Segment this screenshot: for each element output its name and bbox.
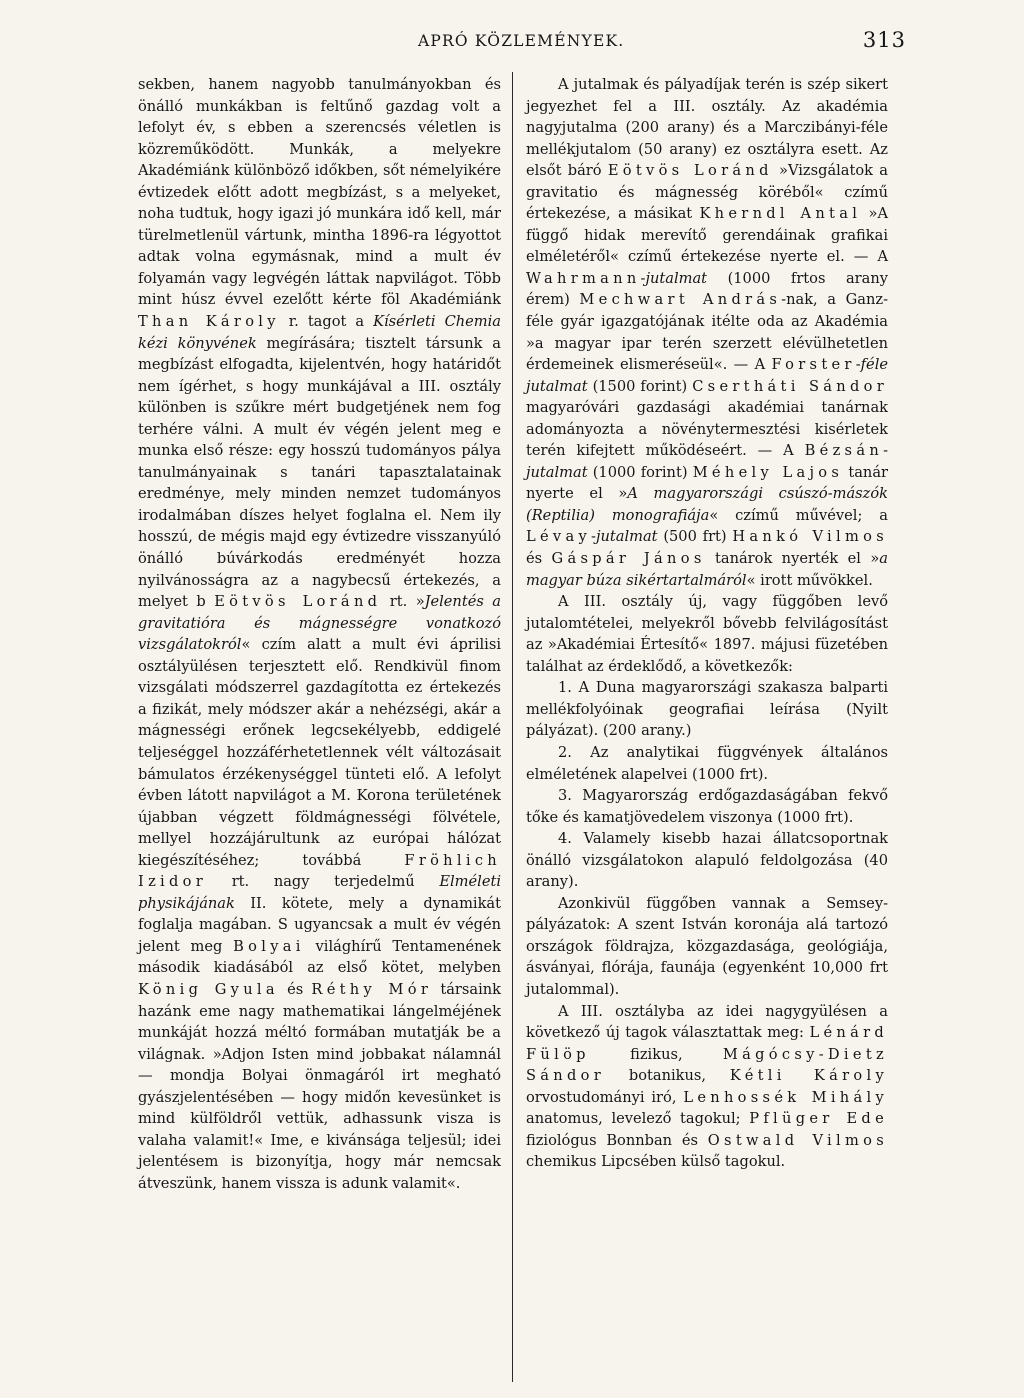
text-run: magyaróvári gazdasági akadémiai tanárnak adományozta a növénytermesztési kisérletek terén kifejtett működéseért. — A (526, 399, 888, 460)
text-run: -nak, a Ganz-féle gyár igazgatójának itélte oda az Akadémia »a magyar ipar terén szerzett elévülhetetlen érdemeinek elismeréseül«. — A (526, 291, 889, 374)
italic-title: jutalmat (526, 463, 588, 481)
spaced-name: Méhely Lajos (692, 463, 844, 481)
spaced-name: Eötvös Loránd (607, 162, 773, 180)
paragraph (526, 785, 888, 828)
spaced-name: König Gyula (138, 980, 279, 998)
italic-title: Elméleti physikájának (138, 873, 501, 912)
italic-title: a magyar búza sikértartalmáról (526, 550, 888, 589)
italic-title: féle jutalmat (526, 356, 888, 395)
paragraph (526, 893, 888, 1001)
paragraph (526, 742, 888, 785)
spaced-name: Hankó Vilmos (732, 528, 888, 546)
spaced-name: Mágócsy-Dietz Sándor (526, 1045, 888, 1085)
text-run: rt. » (381, 593, 425, 611)
spaced-name: Lenhossék Mihály (683, 1088, 889, 1106)
text-run: és (526, 550, 552, 568)
text-run: orvostudományi iró, (526, 1088, 684, 1106)
text-run: - (855, 356, 861, 374)
text-run: (500 frt) (657, 528, 733, 546)
spaced-name: Bézsán (804, 442, 884, 460)
spaced-name: Forster (771, 356, 856, 374)
spaced-name: Gáspár János (551, 550, 706, 568)
text-run: sekben, hanem nagyobb tanulmányokban és önálló munkákban is feltűnő gazdag volt a lefolyt év, s ebben a szerencsés véletlen is közreműködött. Munkák, a melyekre Akadémiánk különböző időkben, sőt némelyikére évtizedek előtt adott megbízást, s a melyeket, noha tudtuk, hogy igazi jó munkára idő kell, már türelmetlenül vártunk, mintha 1896-ra légyottot adtak volna egymásnak, mind a mult év folyamán vagy legvégén láttak napvilágot. Több mint húsz évvel ezelőtt kérte föl Akadémiánk (138, 76, 501, 309)
spaced-name: Kétli Károly (729, 1067, 888, 1085)
text-run: és (278, 980, 312, 998)
text-run: botanikus, (605, 1067, 730, 1085)
page-header (0, 28, 1024, 58)
paragraph (526, 591, 888, 677)
paragraph (526, 828, 888, 893)
spaced-name: Csertháti Sándor (692, 377, 888, 395)
text-run: II. kötete, mely a dynamikát foglalja magában. S ugyancsak a mult év végén jelent meg (138, 894, 501, 955)
spaced-name: Than Károly (138, 313, 280, 331)
italic-title: jutalmat (645, 269, 708, 287)
running-title: APRÓ KÖZLEMÉNYEK. (418, 32, 625, 50)
paragraph (526, 74, 888, 591)
text-run: A jutalmak és pályadíjak terén is szép sikert jegyezhet fel a III. osztály. Az akadémia nagyjutalma (200 arany) és a Marczibányi-féle mellékjutalom (50 arany) ez osztályra esett. Az elsőt báró (526, 76, 888, 180)
paragraph (526, 677, 888, 742)
spaced-name: Pflüger Ede (749, 1110, 889, 1128)
spaced-name: Eötvös Loránd (214, 593, 382, 611)
italic-title: A magyarországi csúszó-mászók (Reptilia) monografiája (526, 485, 888, 524)
paragraph (526, 1001, 888, 1173)
text-run: fiziológus Bonnban és (526, 1131, 708, 1149)
text-run: r. tagot a (279, 313, 374, 331)
text-run: »Vizsgálatok a gravitatio és mágnesség köréből« czímű értekezése, a másikat (526, 162, 888, 223)
text-run: chemikus Lipcsében külső tagokul. (526, 1153, 786, 1171)
text-run: rt. nagy terjedelmű (207, 873, 440, 891)
text-run: - (640, 269, 646, 287)
text-run: (1000 frtos arany érem) (526, 269, 888, 309)
text-run: világhírű Tentamenének második kiadásából az első kötet, melyben (138, 937, 502, 977)
text-run: 4. Valamely kisebb hazai állatcsoportnak önálló vizsgálatokon alapuló feldolgozása (40 arany). (526, 830, 888, 891)
left-column (138, 74, 501, 1194)
paragraph (138, 74, 501, 1194)
spaced-name: Lévay (526, 528, 592, 546)
text-run: (1000 forint) (587, 463, 693, 481)
text-run: A III. osztályba az idei nagygyülésen a következő új tagok választattak meg: (526, 1002, 888, 1042)
text-run: tanár nyerte el » (526, 463, 888, 503)
text-run: - (591, 528, 596, 546)
text-run: 2. Az analytikai függvények általános elméletének alapelvei (1000 frt). (526, 743, 888, 783)
text-run: Azonkivül függőben vannak a Semsey-pályázatok: A szent István koronája alá tartozó országok földrajza, közgazdasága, geológiája, ásványai, flórája, faunája (egyenként 10,000 frt jutalommal). (526, 894, 888, 998)
spaced-name: Wahrmann (526, 269, 641, 287)
italic-title: Jelentés a gravitatióra és mágnességre vonatkozó vizsgálatokról (138, 593, 501, 654)
text-run: »A függő hidak merevítő gerendáinak grafikai elméletéről« czímű értekezése nyerte el. — A (526, 205, 888, 266)
column-divider (512, 72, 513, 1382)
text-run: - (883, 442, 888, 460)
spaced-name: Kherndl Antal (699, 205, 862, 223)
text-run: tanárok nyerték el » (705, 550, 880, 568)
spaced-name: Lénárd Fülöp (526, 1024, 888, 1063)
page-number: 313 (862, 28, 906, 52)
text-run: társaink hazánk eme nagy mathematikai lángelméjének munkáját hozzá méltó formában mutatják be a világnak. »Adjon Isten mind jobbakat nálamnál — mondja Bolyai önmagáról irt megható gyászjelentésében — hogy midőn kevesünket is mind külföldről vettük, adhassunk visza is valaha valamit!« Ime, e kivánsága teljesül; idei jelentésem is bizonyítja, hogy már nemcsak átveszünk, hanem vissza is adunk valamit«. (138, 980, 501, 1192)
right-column (526, 74, 888, 1173)
text-run: fizikus, (589, 1045, 723, 1063)
text-run: « irott művökkel. (746, 571, 873, 589)
text-run: (1500 forint) (587, 377, 693, 395)
italic-title: Kísérleti Chemia kézi könyvének (138, 313, 501, 352)
spaced-name: Fröhlich Izidor (138, 851, 501, 891)
spaced-name: Mechwart András (579, 291, 782, 309)
spaced-name: Bolyai (233, 937, 305, 955)
text-run: megírására; tisztelt társunk a megbízást elfogadta, kijelentvén, hogy határidőt nem ígérhet, s hogy munkájával a III. osztály különben is szűkre mért budgetjének nem fog terhére válni. A mult év végén jelent meg e munka első része: egy hosszú tudományos pálya tanulmányainak s tanári tapasztalatainak eredménye, mely minden nemzet tudományos irodalmában díszes helyet foglalna el. Nem ily hosszú, de mégis majd egy évtizedre visszanyúló önálló búvárkodás eredményét hozza nyilvánosságra az a nagybecsű értekezés, a melyet b (138, 334, 501, 611)
text-run: « czím alatt a mult évi áprilisi osztályülésen terjesztett elő. Rendkivül finom vizsgálati módszerrel gazdagította ez értekezés a fizikát, mely módszer akár a nehézségi, akár a mágnességi erőnek legcsekélyebb, eddigelé teljeséggel hozzáférhetetlennek vélt változásait bámulatos érzékenységgel tünteti elő. A lefolyt évben látott napvilágot a M. Korona területének újabban végzett földmágnességi fölvétele, mellyel hozzájárultunk az európai hálózat kiegészítéséhez; továbbá (138, 636, 501, 869)
spaced-name: Réthy Mór (311, 980, 433, 998)
text-run: « czímű művével; a (709, 506, 888, 524)
text-run: anatomus, levelező tagokul; (526, 1110, 750, 1128)
text-run: A III. osztály új, vagy függőben levő jutalomtételei, melyekről bővebb felvilágosítást az »Akadémiai Értesítő« 1897. májusi füzetében találhat az érdeklődő, a következők: (526, 593, 888, 675)
spaced-name: Ostwald Vilmos (707, 1131, 888, 1149)
text-run: 3. Magyarország erdőgazdaságában fekvő tőke és kamatjövedelem viszonya (1000 frt). (526, 787, 888, 826)
italic-title: jutalmat (595, 528, 658, 546)
text-run: 1. A Duna magyarországi szakasza balparti mellékfolyóinak geografiai leírása (Nyilt pályázat). (200 arany.) (526, 679, 888, 740)
